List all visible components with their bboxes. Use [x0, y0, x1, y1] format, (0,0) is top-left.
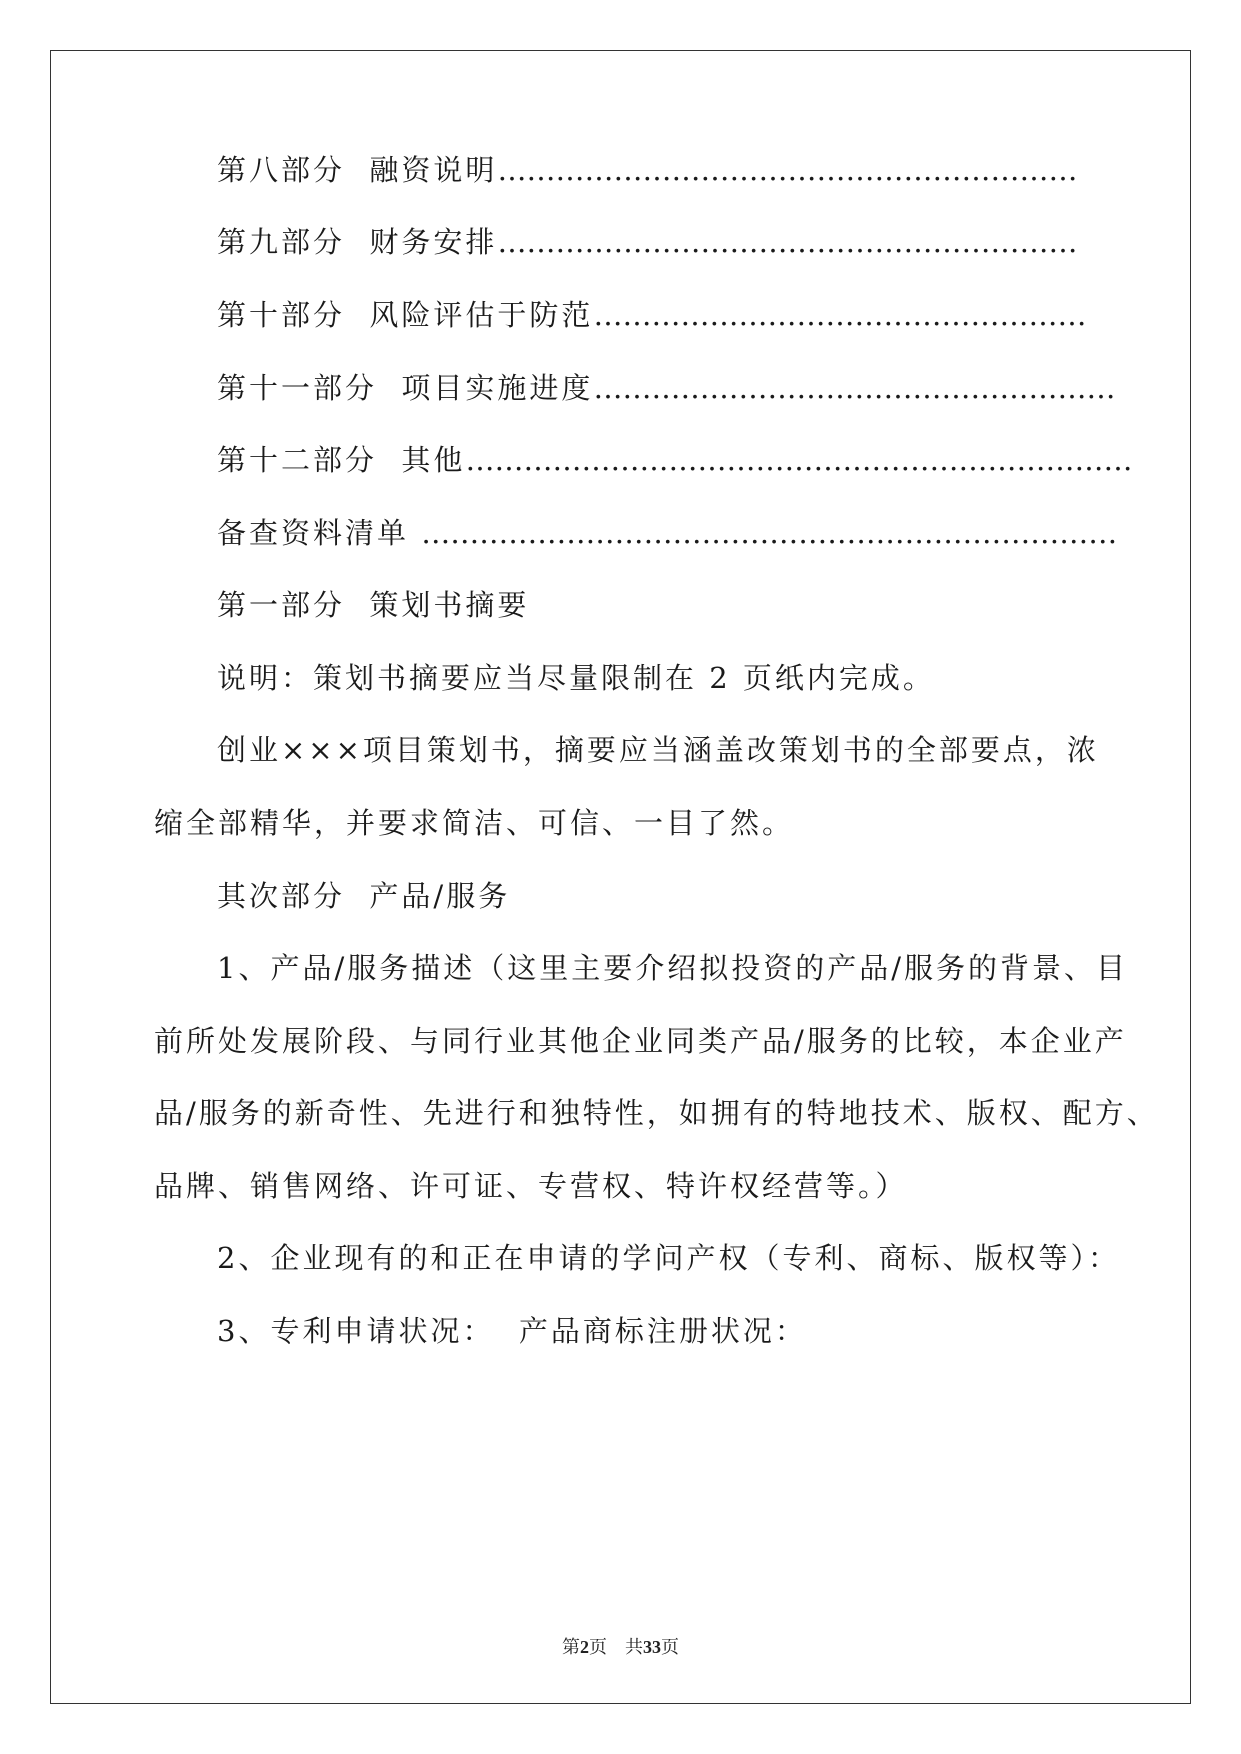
toc-leader-dots: ……………………………………………………………… — [421, 516, 1118, 550]
toc-entry — [217, 368, 1115, 408]
toc-entry — [217, 440, 1132, 480]
section-heading: 第一部分 策划书摘要 — [217, 588, 530, 622]
paragraph-line: 缩全部精华，并要求简洁、可信、一目了然。 — [154, 806, 795, 840]
section-heading: 其次部分 产品/服务 — [217, 879, 511, 913]
toc-leader-dots: …………………………………………… — [593, 298, 1087, 332]
toc-label: 第九部分 财务安排 — [217, 225, 498, 259]
toc-label: 第八部分 融资说明 — [217, 153, 498, 187]
paragraph-line: 3、专利申请状况： 产品商标注册状况： — [217, 1314, 807, 1348]
toc-leader-dots: …………………………………………………… — [497, 153, 1078, 187]
paragraph-line: 说明：策划书摘要应当尽量限制在 2 页纸内完成。 — [217, 661, 935, 695]
paragraph-line: 品/服务的新奇性、先进行和独特性，如拥有的特地技术、版权、配方、 — [154, 1096, 1159, 1130]
toc-label: 第十一部分 项目实施进度 — [217, 371, 594, 405]
page-footer — [0, 1633, 1241, 1659]
paragraph-line: 2、企业现有的和正在申请的学问产权（专利、商标、版权等）： — [217, 1241, 1120, 1275]
footer-prefix: 第 — [562, 1637, 580, 1657]
paragraph-line: 1、产品/服务描述（这里主要介绍拟投资的产品/服务的背景、目 — [217, 951, 1128, 985]
paragraph-line: 前所处发展阶段、与同行业其他企业同类产品/服务的比较，本企业产 — [154, 1024, 1127, 1058]
paragraph-line: 创业×××项目策划书，摘要应当涵盖改策划书的全部要点，浓 — [217, 733, 1099, 767]
toc-leader-dots: …………………………………………………… — [497, 225, 1078, 259]
toc-entry — [217, 295, 1086, 335]
paragraph-line: 品牌、销售网络、许可证、专营权、特许权经营等。） — [154, 1169, 908, 1203]
footer-mid: 页 共 — [589, 1637, 643, 1657]
toc-label: 第十二部分 其他 — [217, 443, 466, 477]
toc-leader-dots: ……………………………………………… — [593, 371, 1116, 405]
current-page-number: 2 — [580, 1637, 589, 1657]
toc-entry — [217, 150, 1077, 190]
toc-label: 第十部分 风险评估于防范 — [217, 298, 594, 332]
toc-leader-dots: …………………………………………………………… — [465, 443, 1133, 477]
toc-entry — [217, 513, 1117, 553]
toc-label: 备查资料清单 — [217, 516, 422, 550]
footer-suffix: 页 — [661, 1637, 679, 1657]
toc-entry — [217, 222, 1077, 262]
total-page-count: 33 — [643, 1637, 661, 1657]
